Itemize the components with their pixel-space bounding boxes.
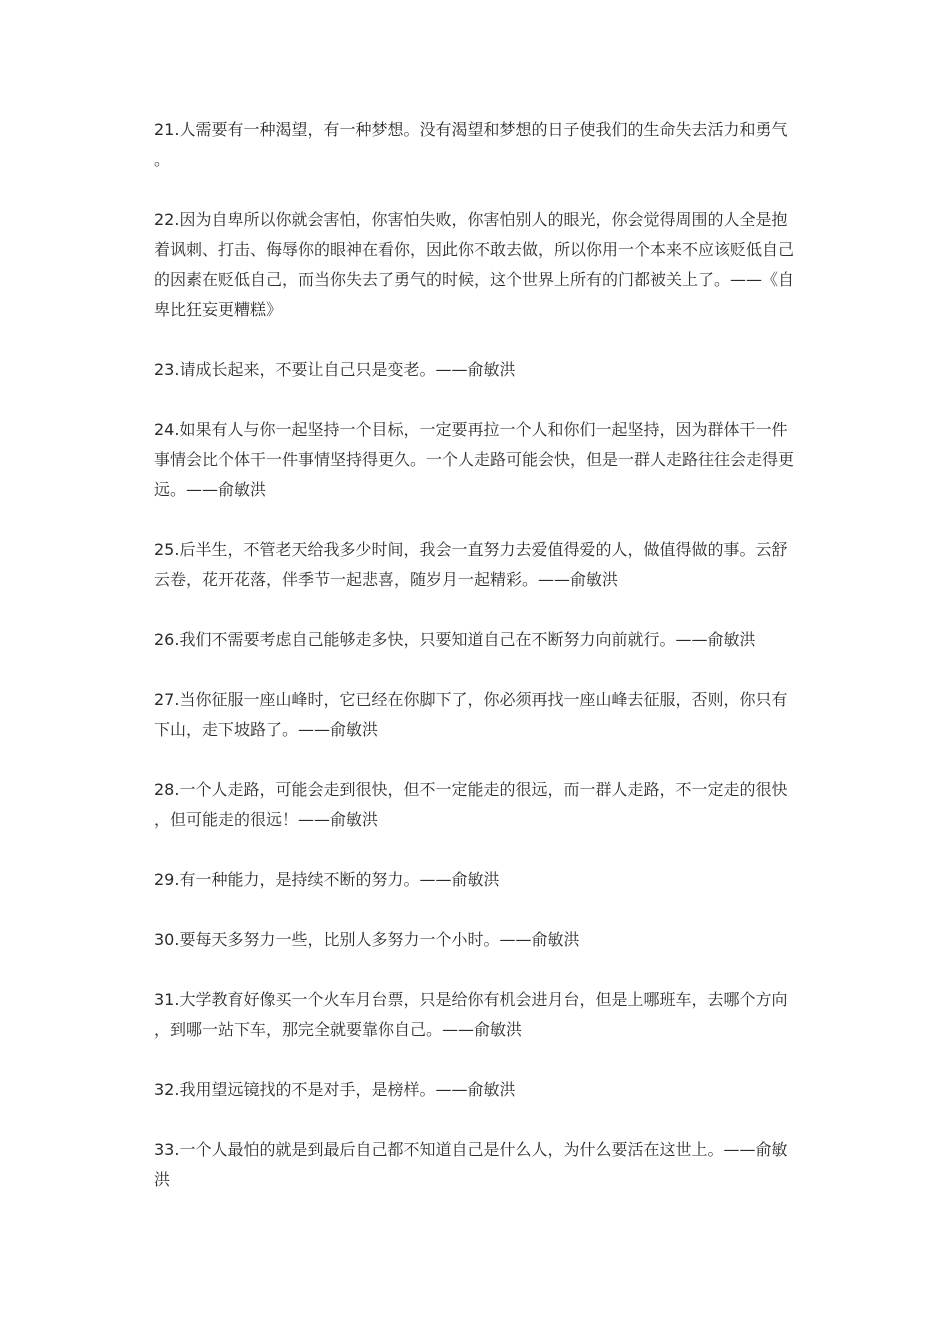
quote-paragraph-30: 30.要每天多努力一些，比别人多努力一个小时。——俞敏洪 xyxy=(154,930,580,949)
quote-list xyxy=(154,115,800,1225)
quote-paragraph-31: 31.大学教育好像买一个火车月台票，只是给你有机会进月台，但是上哪班车，去哪个方向，到哪一站下车，那完全就要靠你自己。——俞敏洪 xyxy=(154,990,788,1039)
quote-paragraph-33: 33.一个人最怕的就是到最后自己都不知道自己是什么人，为什么要活在这世上。——俞敏洪 xyxy=(154,1140,788,1189)
quote-paragraph-29: 29.有一种能力，是持续不断的努力。——俞敏洪 xyxy=(154,870,500,889)
quote-paragraph-28: 28.一个人走路，可能会走到很快，但不一定能走的很远，而一群人走路，不一定走的很快，但可能走的很远！——俞敏洪 xyxy=(154,780,788,829)
quote-paragraph-21: 21.人需要有一种渴望，有一种梦想。没有渴望和梦想的日子使我们的生命失去活力和勇气。 xyxy=(154,120,788,169)
quote-paragraph-27: 27.当你征服一座山峰时，它已经在你脚下了，你必须再找一座山峰去征服，否则，你只有下山，走下坡路了。——俞敏洪 xyxy=(154,690,788,739)
quote-paragraph-26: 26.我们不需要考虑自己能够走多快，只要知道自己在不断努力向前就行。——俞敏洪 xyxy=(154,630,756,649)
quote-paragraph-22: 22.因为自卑所以你就会害怕，你害怕失败，你害怕别人的眼光，你会觉得周围的人全是抱着讽刺、打击、侮辱你的眼神在看你，因此你不敢去做，所以你用一个本来不应该贬低自己的因素在贬低自己，而当你失去了勇气的时候，这个世界上所有的门都被关上了。——《自卑比狂妄更糟糕》 xyxy=(154,210,795,319)
quote-paragraph-32: 32.我用望远镜找的不是对手，是榜样。——俞敏洪 xyxy=(154,1080,516,1099)
quote-paragraph-23: 23.请成长起来，不要让自己只是变老。——俞敏洪 xyxy=(154,360,516,379)
quote-paragraph-25: 25.后半生，不管老天给我多少时间，我会一直努力去爱值得爱的人，做值得做的事。云舒云卷，花开花落，伴季节一起悲喜，随岁月一起精彩。——俞敏洪 xyxy=(154,540,788,589)
quote-paragraph-24: 24.如果有人与你一起坚持一个目标，一定要再拉一个人和你们一起坚持，因为群体干一件事情会比个体干一件事情坚持得更久。一个人走路可能会快，但是一群人走路往往会走得更远。——俞敏洪 xyxy=(154,420,795,499)
